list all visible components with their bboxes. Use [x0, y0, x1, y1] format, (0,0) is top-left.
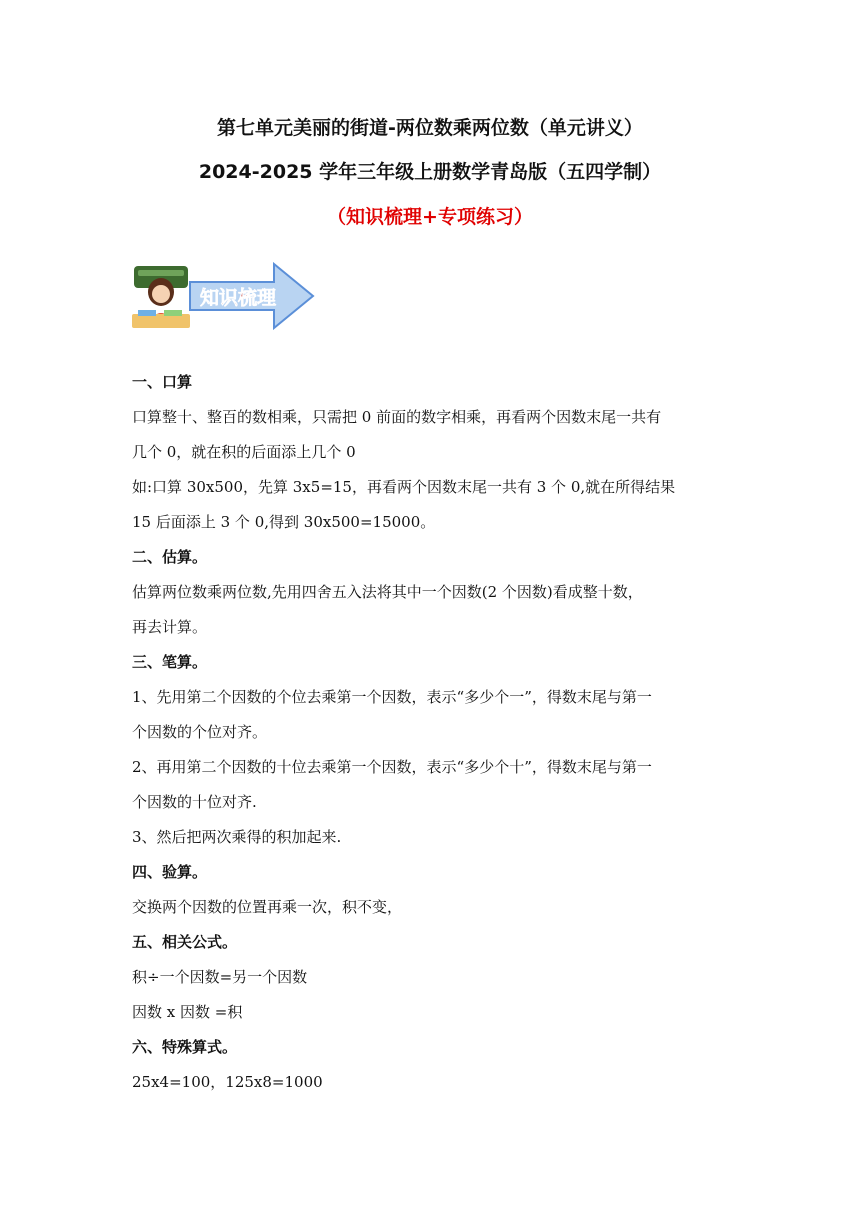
section-text-line: 几个 0，就在积的后面添上几个 0: [132, 443, 356, 461]
document-subtitle: （知识梳理+专项练习）: [327, 206, 533, 228]
banner-label: 知识梳理: [199, 287, 277, 309]
section-text-line: 个因数的个位对齐。: [132, 723, 268, 741]
section-heading: 二、估算。: [132, 548, 208, 566]
section-heading: 五、相关公式。: [132, 933, 238, 951]
section-text-line: 2、再用第二个因数的十位去乘第一个因数，表示“多少个十”，得数末尾与第一: [132, 758, 652, 776]
section-text-line: 1、先用第二个因数的个位去乘第一个因数，表示“多少个一”，得数末尾与第一: [132, 688, 652, 706]
section-heading: 四、验算。: [132, 863, 208, 881]
section-text-line: 积÷一个因数=另一个因数: [132, 968, 308, 986]
knowledge-review-banner: [128, 262, 318, 330]
section-text-line: 15 后面添上 3 个 0,得到 30x500=15000。: [132, 513, 436, 531]
section-text-line: 估算两位数乘两位数,先用四舍五入法将其中一个因数(2 个因数)看成整十数，: [132, 583, 643, 601]
section-text-line: 口算整十、整百的数相乘，只需把 0 前面的数字相乘，再看两个因数末尾一共有: [132, 408, 662, 426]
section-heading: 一、口算: [132, 373, 193, 391]
section-text-line: 个因数的十位对齐.: [132, 793, 257, 811]
section-heading: 三、笔算。: [132, 653, 208, 671]
section-text-line: 25x4=100，125x8=1000: [132, 1073, 323, 1091]
document-title-line1: 第七单元美丽的街道-两位数乘两位数（单元讲义）: [217, 117, 643, 139]
teacher-illustration-icon: [132, 266, 190, 328]
section-heading: 六、特殊算式。: [132, 1038, 238, 1056]
section-text-line: 交换两个因数的位置再乘一次，积不变，: [132, 898, 403, 916]
section-text-line: 如:口算 30x500，先算 3x5=15，再看两个因数末尾一共有 3 个 0,就在所得结果: [132, 478, 676, 496]
section-text-line: 3、然后把两次乘得的积加起来.: [132, 828, 342, 846]
knowledge-content: [132, 365, 732, 1100]
document-title-line2: 2024-2025 学年三年级上册数学青岛版（五四学制）: [198, 161, 662, 183]
section-text-line: 因数 x 因数 =积: [132, 1003, 243, 1021]
section-text-line: 再去计算。: [132, 618, 208, 636]
